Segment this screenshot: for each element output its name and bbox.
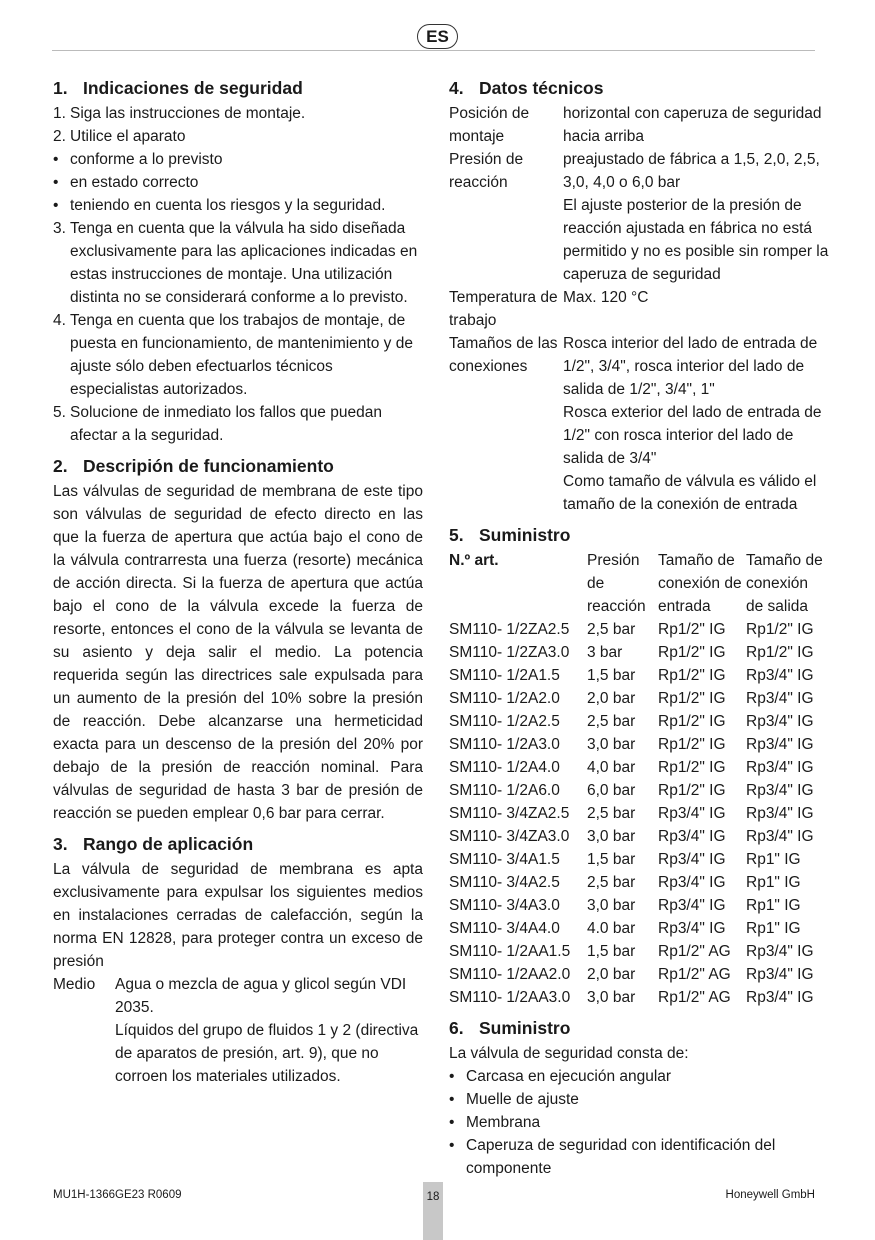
list-text: Utilice el aparato bbox=[70, 128, 186, 145]
component-item bbox=[449, 1134, 829, 1180]
inlet-size: Rp1/2" IG bbox=[658, 782, 726, 799]
table-row bbox=[449, 986, 829, 1009]
list-text: Siga las instrucciones de montaje. bbox=[70, 105, 306, 122]
art-number: SM110- 3/4A4.0 bbox=[449, 920, 560, 937]
application-text: La válvula de seguridad de membrana es apta exclusivamente para expulsar los siguientes medios en instalaciones cerradas de calefacción, según la norma EN 12828, para proteger contra un exceso de presión bbox=[53, 861, 423, 970]
table-row bbox=[449, 963, 829, 986]
safety-list-item bbox=[53, 401, 423, 447]
outlet-size: Rp3/4" IG bbox=[746, 736, 814, 753]
outlet-size: Rp1" IG bbox=[746, 897, 801, 914]
table-row bbox=[449, 802, 829, 825]
component-item bbox=[449, 1088, 829, 1111]
inlet-size: Rp3/4" IG bbox=[658, 897, 726, 914]
table-row bbox=[449, 710, 829, 733]
medio-text-1: Agua o mezcla de agua y glicol según VDI 2035. bbox=[115, 976, 407, 1016]
art-number: SM110- 3/4A3.0 bbox=[449, 897, 560, 914]
reaction-pressure: 4.0 bar bbox=[587, 920, 636, 937]
reaction-pressure: 3,0 bar bbox=[587, 989, 636, 1006]
header-pressure: Presión de reacción bbox=[587, 552, 646, 615]
art-number: SM110- 1/2A6.0 bbox=[449, 782, 560, 799]
medio-block bbox=[53, 973, 423, 1088]
tech-value-line: Rosca interior del lado de entrada de 1/2", 3/4", rosca interior del lado de salida de 1/2", 3/4", 1" bbox=[563, 335, 818, 398]
list-marker: 3. bbox=[53, 220, 66, 237]
art-number: SM110- 1/2ZA2.5 bbox=[449, 621, 570, 638]
reaction-pressure: 2,5 bar bbox=[587, 874, 636, 891]
section4-heading: 4. Datos técnicos bbox=[449, 78, 604, 98]
inlet-size: Rp3/4" IG bbox=[658, 828, 726, 845]
safety-list-item bbox=[53, 148, 423, 171]
table-row bbox=[449, 687, 829, 710]
outlet-size: Rp3/4" IG bbox=[746, 989, 814, 1006]
safety-list-item bbox=[53, 309, 423, 401]
list-text: Tenga en cuenta que la válvula ha sido diseñada exclusivamente para las aplicaciones indicadas en estas instrucciones de montaje. Una utilización distinta no se considerará conforme a lo previsto. bbox=[70, 220, 418, 306]
inlet-size: Rp1/2" IG bbox=[658, 667, 726, 684]
inlet-size: Rp1/2" IG bbox=[658, 621, 726, 638]
page-number: 18 bbox=[423, 1182, 443, 1240]
bullet-marker: • bbox=[449, 1114, 455, 1131]
outlet-size: Rp3/4" IG bbox=[746, 805, 814, 822]
tech-value-line: horizontal con caperuza de seguridad hacia arriba bbox=[563, 105, 822, 145]
outlet-size: Rp1" IG bbox=[746, 920, 801, 937]
inlet-size: Rp1/2" AG bbox=[658, 943, 731, 960]
safety-list-item bbox=[53, 171, 423, 194]
supply-table-header bbox=[449, 549, 829, 618]
reaction-pressure: 3 bar bbox=[587, 644, 623, 661]
list-text: en estado correcto bbox=[70, 174, 199, 191]
outlet-size: Rp3/4" IG bbox=[746, 828, 814, 845]
table-row bbox=[449, 779, 829, 802]
tech-key: Tamaños de las conexiones bbox=[449, 335, 558, 375]
header-rule bbox=[52, 50, 815, 51]
table-row bbox=[449, 664, 829, 687]
list-text: conforme a lo previsto bbox=[70, 151, 223, 168]
inlet-size: Rp1/2" IG bbox=[658, 713, 726, 730]
art-number: SM110- 3/4ZA2.5 bbox=[449, 805, 570, 822]
list-marker: • bbox=[53, 151, 59, 168]
outlet-size: Rp3/4" IG bbox=[746, 782, 814, 799]
art-number: SM110- 3/4A2.5 bbox=[449, 874, 560, 891]
table-row bbox=[449, 825, 829, 848]
art-number: SM110- 1/2A3.0 bbox=[449, 736, 560, 753]
inlet-size: Rp1/2" IG bbox=[658, 759, 726, 776]
art-number: SM110- 1/2A2.0 bbox=[449, 690, 560, 707]
outlet-size: Rp1/2" IG bbox=[746, 644, 814, 661]
reaction-pressure: 3,0 bar bbox=[587, 736, 636, 753]
component-item bbox=[449, 1065, 829, 1088]
art-number: SM110- 1/2A4.0 bbox=[449, 759, 560, 776]
inlet-size: Rp3/4" IG bbox=[658, 920, 726, 937]
table-row bbox=[449, 641, 829, 664]
tech-value bbox=[563, 148, 829, 286]
language-badge: ES bbox=[417, 24, 458, 49]
tech-value bbox=[563, 286, 829, 332]
bullet-marker: • bbox=[449, 1091, 455, 1108]
art-number: SM110- 1/2AA1.5 bbox=[449, 943, 571, 960]
list-marker: • bbox=[53, 197, 59, 214]
table-row bbox=[449, 871, 829, 894]
section5-heading: 5. Suministro bbox=[449, 525, 571, 545]
header-art: N.º art. bbox=[449, 552, 499, 569]
tech-data-table bbox=[449, 102, 829, 516]
bullet-marker: • bbox=[449, 1068, 455, 1085]
table-row bbox=[449, 894, 829, 917]
outlet-size: Rp3/4" IG bbox=[746, 943, 814, 960]
right-column bbox=[449, 77, 829, 1180]
reaction-pressure: 6,0 bar bbox=[587, 782, 636, 799]
component-text: Membrana bbox=[466, 1114, 541, 1131]
tech-value-line: preajustado de fábrica a 1,5, 2,0, 2,5, 3,0, 4,0 o 6,0 bar bbox=[563, 151, 820, 191]
table-row bbox=[449, 848, 829, 871]
outlet-size: Rp3/4" IG bbox=[746, 713, 814, 730]
art-number: SM110- 3/4ZA3.0 bbox=[449, 828, 570, 845]
reaction-pressure: 2,5 bar bbox=[587, 621, 636, 638]
tech-key: Presión de reacción bbox=[449, 151, 524, 191]
tech-value-line: Como tamaño de válvula es válido el tamaño de la conexión de entrada bbox=[563, 473, 817, 513]
reaction-pressure: 1,5 bar bbox=[587, 851, 636, 868]
table-row bbox=[449, 756, 829, 779]
table-row bbox=[449, 917, 829, 940]
reaction-pressure: 2,5 bar bbox=[587, 713, 636, 730]
reaction-pressure: 1,5 bar bbox=[587, 943, 636, 960]
component-text: Carcasa en ejecución angular bbox=[466, 1068, 672, 1085]
safety-list-item bbox=[53, 102, 423, 125]
reaction-pressure: 2,0 bar bbox=[587, 966, 636, 983]
section3-heading: 3. Rango de aplicación bbox=[53, 834, 254, 854]
safety-list-item bbox=[53, 194, 423, 217]
list-marker: 5. bbox=[53, 404, 66, 421]
tech-row bbox=[449, 332, 829, 516]
bullet-marker: • bbox=[449, 1137, 455, 1154]
reaction-pressure: 3,0 bar bbox=[587, 828, 636, 845]
art-number: SM110- 1/2A1.5 bbox=[449, 667, 560, 684]
tech-value bbox=[563, 102, 829, 148]
function-description: Las válvulas de seguridad de membrana de este tipo son válvulas de seguridad de efecto directo en las que la fuerza de apertura que actúa bajo el cono de la válvula contrarresta una fuerza (resorte) mecánica de acción directa. Si la fuerza de apertura que actúa bajo el cono de la válvula excede la fuerza de resorte, entonces el cono de la válvula se levanta de su asiento y deja salir el medio. La potencia requerida según las directrices sale expulsada para un aumento de la presión del 10% sobre la presión de reacción. Debe alcanzarse una hermeticidad exacta para un descenso de la presión del 20% por debajo de la presión de reacción nominal. Para válvulas de seguridad de hasta 3 bar de presión de reacción se pueden emplear 0,6 bar para cerrar. bbox=[53, 483, 423, 822]
art-number: SM110- 1/2A2.5 bbox=[449, 713, 560, 730]
footer-doc-id: MU1H-1366GE23 R0609 bbox=[53, 1189, 182, 1201]
list-text: Solucione de inmediato los fallos que puedan afectar a la seguridad. bbox=[70, 404, 382, 444]
tech-value-line: Rosca exterior del lado de entrada de 1/2" con rosca interior del lado de salida de 3/4" bbox=[563, 404, 822, 467]
outlet-size: Rp3/4" IG bbox=[746, 667, 814, 684]
tech-row bbox=[449, 102, 829, 148]
component-item bbox=[449, 1111, 829, 1134]
tech-key: Temperatura de trabajo bbox=[449, 289, 558, 329]
table-row bbox=[449, 618, 829, 641]
medio-label: Medio bbox=[53, 976, 96, 993]
inlet-size: Rp3/4" IG bbox=[658, 874, 726, 891]
reaction-pressure: 2,0 bar bbox=[587, 690, 636, 707]
list-marker: 2. bbox=[53, 128, 66, 145]
tech-value bbox=[563, 332, 829, 516]
tech-key: Posición de montaje bbox=[449, 105, 530, 145]
inlet-size: Rp1/2" AG bbox=[658, 966, 731, 983]
art-number: SM110- 1/2AA3.0 bbox=[449, 989, 571, 1006]
supply-table bbox=[449, 549, 829, 1009]
safety-list bbox=[53, 102, 423, 447]
outlet-size: Rp3/4" IG bbox=[746, 759, 814, 776]
table-row bbox=[449, 733, 829, 756]
outlet-size: Rp1" IG bbox=[746, 851, 801, 868]
component-text: Caperuza de seguridad con identificación del componente bbox=[466, 1137, 776, 1177]
art-number: SM110- 3/4A1.5 bbox=[449, 851, 560, 868]
list-text: teniendo en cuenta los riesgos y la seguridad. bbox=[70, 197, 386, 214]
reaction-pressure: 1,5 bar bbox=[587, 667, 636, 684]
list-marker: 1. bbox=[53, 105, 66, 122]
language-header bbox=[0, 24, 875, 49]
components-list bbox=[449, 1065, 829, 1180]
section2-heading: 2. Descripión de funcionamiento bbox=[53, 456, 334, 476]
table-row bbox=[449, 940, 829, 963]
footer-company: Honeywell GmbH bbox=[725, 1189, 815, 1201]
safety-list-item bbox=[53, 217, 423, 309]
outlet-size: Rp1/2" IG bbox=[746, 621, 814, 638]
inlet-size: Rp3/4" IG bbox=[658, 805, 726, 822]
reaction-pressure: 3,0 bar bbox=[587, 897, 636, 914]
outlet-size: Rp3/4" IG bbox=[746, 690, 814, 707]
inlet-size: Rp1/2" IG bbox=[658, 736, 726, 753]
outlet-size: Rp1" IG bbox=[746, 874, 801, 891]
tech-value-line: Max. 120 °C bbox=[563, 289, 649, 306]
outlet-size: Rp3/4" IG bbox=[746, 966, 814, 983]
medio-text-2: Líquidos del grupo de fluidos 1 y 2 (directiva de aparatos de presión, art. 9), que no corroen los materiales utilizados. bbox=[115, 1022, 419, 1085]
list-text: Tenga en cuenta que los trabajos de montaje, de puesta en funcionamiento, de mantenimiento y de ajuste sólo deben efectuarlos técnicos especialistas autorizados. bbox=[70, 312, 413, 398]
left-column bbox=[53, 77, 423, 1088]
list-marker: 4. bbox=[53, 312, 66, 329]
list-marker: • bbox=[53, 174, 59, 191]
tech-row bbox=[449, 148, 829, 286]
safety-list-item bbox=[53, 125, 423, 148]
components-intro: La válvula de seguridad consta de: bbox=[449, 1045, 689, 1062]
reaction-pressure: 2,5 bar bbox=[587, 805, 636, 822]
inlet-size: Rp1/2" AG bbox=[658, 989, 731, 1006]
header-inlet: Tamaño de conexión de entrada bbox=[658, 552, 742, 615]
reaction-pressure: 4,0 bar bbox=[587, 759, 636, 776]
art-number: SM110- 1/2AA2.0 bbox=[449, 966, 571, 983]
inlet-size: Rp1/2" IG bbox=[658, 644, 726, 661]
section1-heading: 1. Indicaciones de seguridad bbox=[53, 78, 303, 98]
inlet-size: Rp1/2" IG bbox=[658, 690, 726, 707]
header-outlet: Tamaño de conexión de salida bbox=[746, 552, 823, 615]
inlet-size: Rp3/4" IG bbox=[658, 851, 726, 868]
tech-row bbox=[449, 286, 829, 332]
component-text: Muelle de ajuste bbox=[466, 1091, 579, 1108]
section6-heading: 6. Suministro bbox=[449, 1018, 571, 1038]
art-number: SM110- 1/2ZA3.0 bbox=[449, 644, 570, 661]
tech-value-line: El ajuste posterior de la presión de reacción ajustada en fábrica no está permitido y no es posible sin romper la caperuza de seguridad bbox=[563, 197, 829, 283]
